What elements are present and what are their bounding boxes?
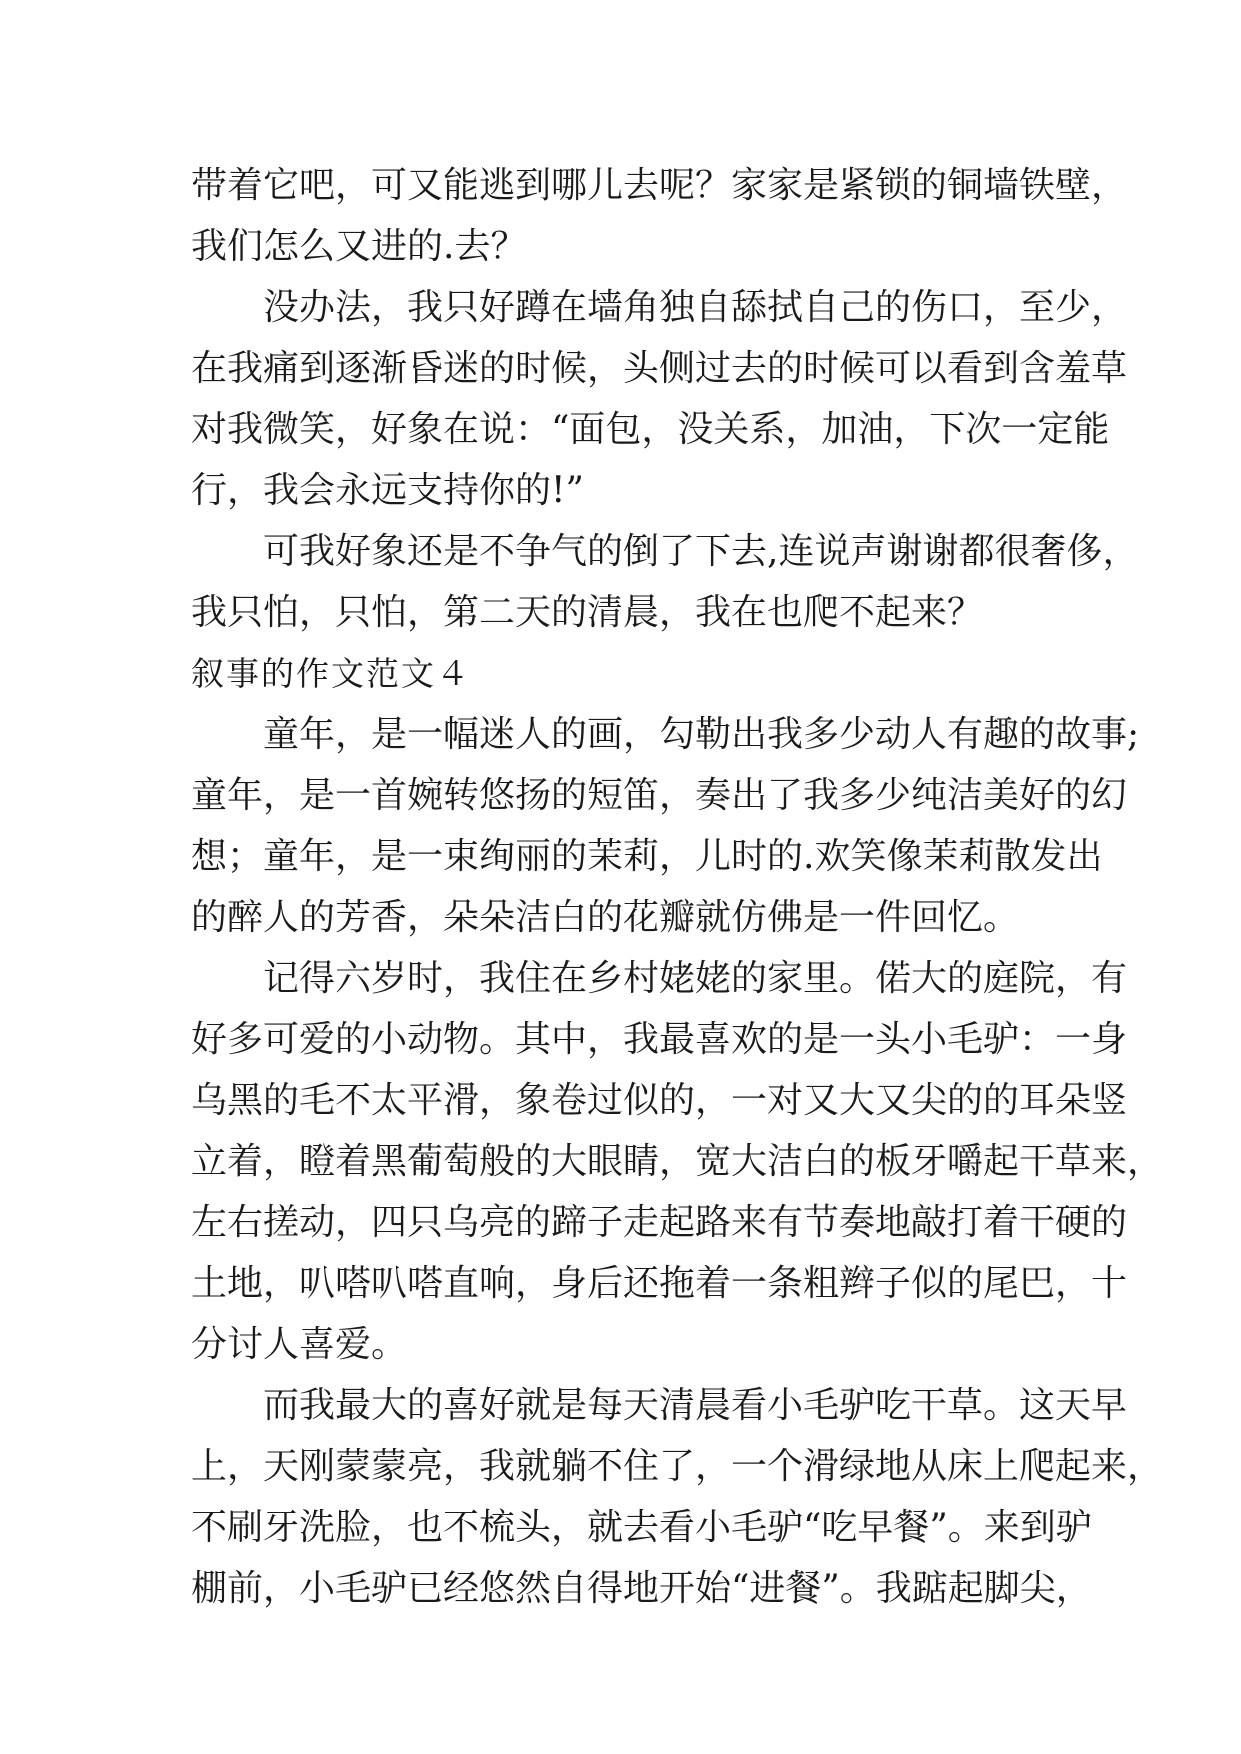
paragraph-4 — [191, 704, 1140, 948]
paragraph-6 — [191, 1375, 1164, 1619]
document-body — [191, 155, 1164, 1619]
paragraph-5 — [191, 948, 1164, 1375]
text-line: 对我微笑，好象在说：“面包，没关系，加油，下次一定能 — [191, 409, 1110, 450]
text-line: 的醉人的芳香，朵朵洁白的花瓣就仿佛是一件回忆。 — [191, 897, 1020, 938]
text-line: 而我最大的喜好就是每天清晨看小毛驴吃干草。这天早 — [263, 1385, 1128, 1426]
text-line: 左右搓动，四只乌亮的蹄子走起路来有节奏地敲打着干硬的 — [191, 1202, 1128, 1243]
text-line: 分讨人喜爱。 — [191, 1324, 408, 1365]
text-line: 立着，瞪着黑葡萄般的大眼睛，宽大洁白的板牙嚼起干草来， — [191, 1141, 1164, 1182]
text-line: 我只怕，只怕，第二天的清晨，我在也爬不起来？ — [191, 592, 984, 633]
text-line: 不刷牙洗脸，也不梳头，就去看小毛驴“吃早餐”。来到驴 — [191, 1507, 1092, 1548]
paragraph-3 — [191, 521, 1139, 643]
text-line: 我们怎么又进的.去？ — [191, 226, 527, 267]
text-line: 记得六岁时，我住在乡村姥姥的家里。偌大的庭院，有 — [263, 958, 1128, 999]
text-line: 在我痛到逐渐昏迷的时候，头侧过去的时候可以看到含羞草 — [191, 348, 1128, 389]
text-line: 好多可爱的小动物。其中，我最喜欢的是一头小毛驴：一身 — [191, 1019, 1128, 1060]
heading-text: 叙事的作文范文４ — [191, 654, 471, 693]
text-line: 想；童年，是一束绚丽的茉莉，儿时的.欢笑像茉莉散发出 — [191, 836, 1103, 877]
paragraph-1 — [191, 155, 1128, 277]
paragraph-2 — [191, 277, 1128, 521]
section-heading — [191, 643, 1071, 704]
text-line: 土地，叭嗒叭嗒直响，身后还拖着一条粗辫子似的尾巴，十 — [191, 1263, 1128, 1304]
text-line: 没办法，我只好蹲在墙角独自舔拭自己的伤口，至少， — [263, 287, 1128, 328]
text-line: 童年，是一首婉转悠扬的短笛，奏出了我多少纯洁美好的幻 — [191, 775, 1128, 816]
text-line: 可我好象还是不争气的倒了下去,连说声谢谢都很奢侈， — [263, 531, 1139, 572]
text-line: 童年，是一幅迷人的画，勾勒出我多少动人有趣的故事; — [263, 714, 1140, 755]
text-line: 棚前，小毛驴已经悠然自得地开始“进餐”。我踮起脚尖， — [191, 1568, 1092, 1609]
text-line: 行，我会永远支持你的!” — [191, 470, 584, 511]
text-line: 乌黑的毛不太平滑，象卷过似的，一对又大又尖的的耳朵竖 — [191, 1080, 1128, 1121]
text-line: 上，天刚蒙蒙亮，我就躺不住了，一个滑绿地从床上爬起来， — [191, 1446, 1164, 1487]
text-line: 带着它吧，可又能逃到哪儿去呢？家家是紧锁的铜墙铁壁， — [191, 165, 1128, 206]
